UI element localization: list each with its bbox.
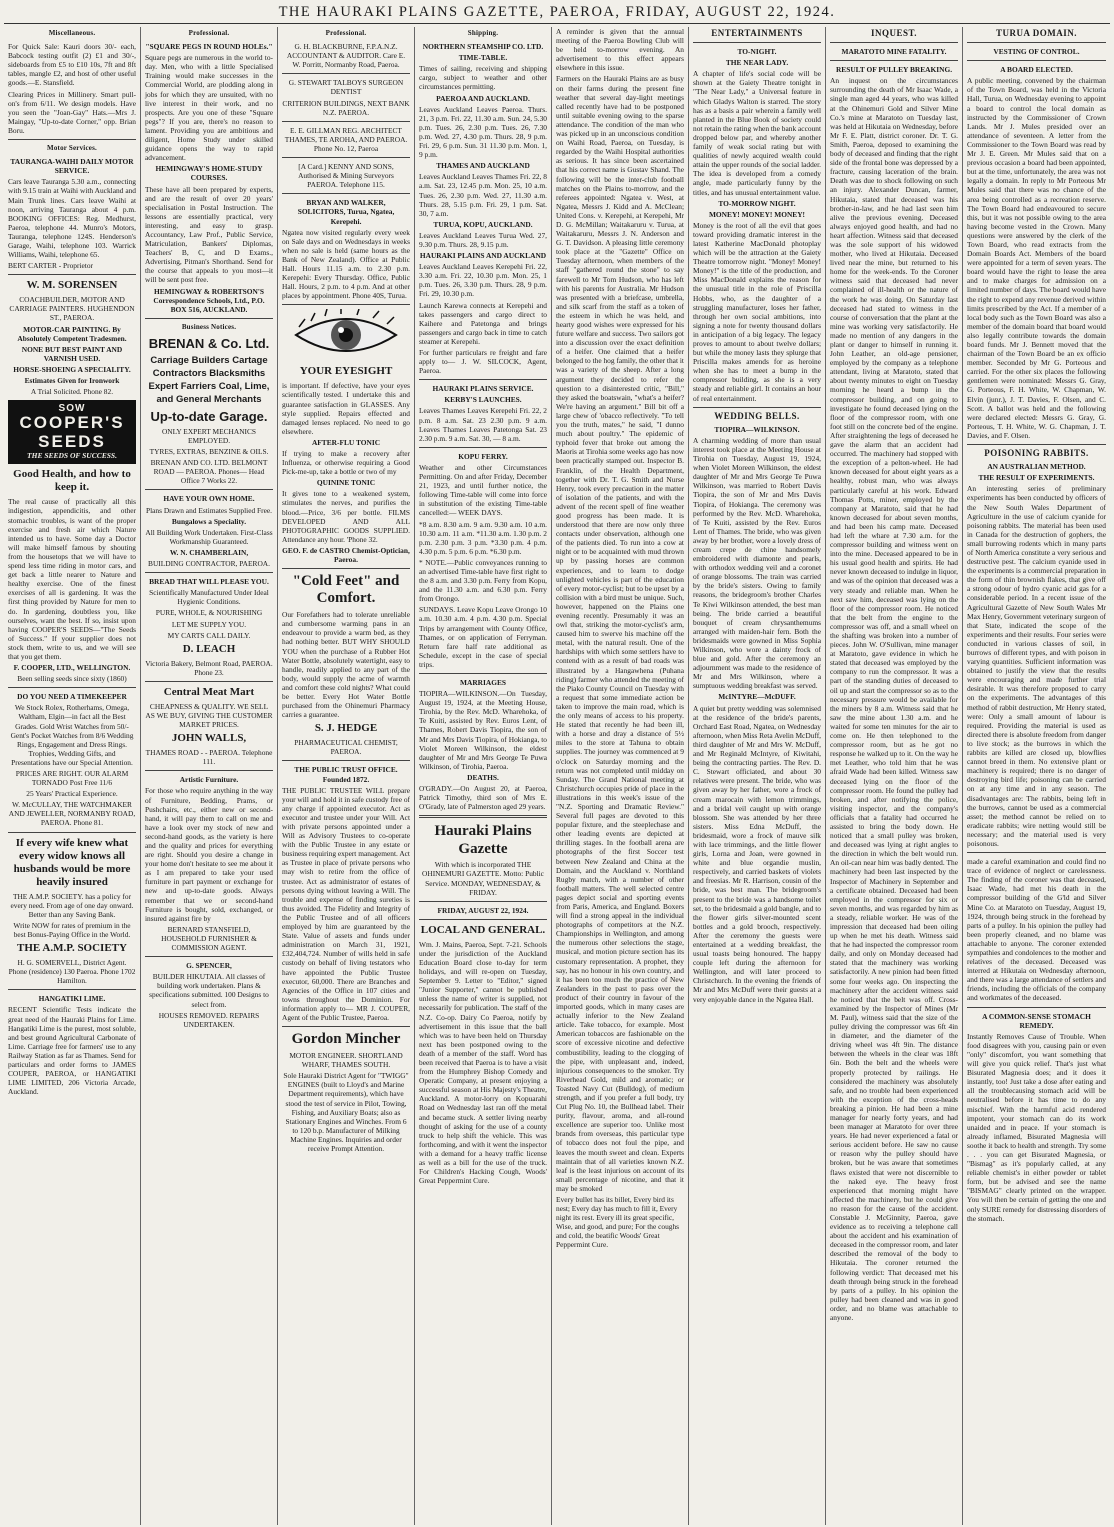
article-body: A reminder is given that the annual meeting of the Paeroa Bowling Club will be held to-morrow evening. An advertisement to this effect appears elsewhere in this issue. <box>556 27 684 73</box>
section-heading: Professional. <box>188 29 230 37</box>
section-heading: INQUEST. <box>870 28 918 38</box>
ad-body: These have all been prepared by experts, and are the result of over 20 years' specialisation in Postal Instruction. The lessons are essentially practical, very interesting, and easy to grasp. Accountancy, Law Prof., Public Service, Matriculation, Bankers' Diplomas, Teachers' B, C, and D Exams., Advertising, Pitman's Shorthand. Send for the course that appeals to you most—it will be sent post free. <box>145 184 273 285</box>
ad-body: THAMES ROAD - - PAEROA. Telephone 111. <box>145 748 273 767</box>
article-body: made a careful examination and could find no trace of evidence of neglect or carelessness. The finding of the coroner was that deceased, Isaac Wade, had met his death in the compressor building of the G'ld and Silver Mine Co. at Maratoto on Tuesday, August 19, 1924, through being struck in the forehead by parts of a pulley. In his opinion the pulley had been properly cleaned, and no blame was attachable to anyone. The coroner extended sympathies and condolences to the mother and relatives of the deceased. Deceased was interred at Hikutaia on Wednesday afternoon, and there was a large attendance of settlers and friends, including the officials of the company and workmates of the deceased. <box>967 857 1106 1003</box>
divider <box>8 274 136 275</box>
timetable-rows: Leaves Auckland Leaves Paeroa. Thurs. 21, 3 p.m. Fri. 22, 11.30 a.m. Sun. 24, 5.30 p.m. Tues. 26, 2.30 p.m. Tues. 26, 7.30 p.m. Wed. 27, 4.30 p.m. Thurs. 28, 9 p.m. Fri. 29, 6 p.m. Sun. 31 11.30 p.m. Mon. 1, 9 p.m. <box>419 104 547 160</box>
logo-text: COOPER'S SEEDS <box>19 413 125 452</box>
divider <box>967 852 1106 853</box>
masthead: THE HAURAKI PLAINS GAZETTE, PAEROA, FRIDAY, AUGUST 22, 1924. <box>278 4 836 20</box>
ad-body: [A Card.] KENNY AND SONS, Authorised & Mining Surveyors PAEROA. Telephone 115. <box>298 162 394 190</box>
ad-body: Ngatea now visited regularly every week on Sale days and on Wednesdays in weeks when no sale is held (same hours as the Bank of New Zealand). Office at Public Hall. Hours 11.15 a.m. to 2.30 p.m. Kerepehi: Every Thursday. Office, Public Hall. Hours, 2 p.m. to 4 p.m. And at other places by appointment. Phone 40S, Turua. <box>282 227 410 301</box>
ad-title: BRYAN AND WALKER, SOLICITORS, Turua, Ngatea, Kerepehi. <box>297 198 395 226</box>
ad-body: If trying to make a recovery after Influenza, or otherwise requiring a Good Pick-me-up, take a bottle or two of my <box>282 449 410 477</box>
columns <box>4 27 1110 1525</box>
ad-body: ONLY EXPERT MECHANICS EMPLOYED. <box>161 426 257 445</box>
article-title: A BOARD ELECTED. <box>1000 65 1073 75</box>
divider <box>282 193 410 194</box>
ad-body: G. STEWART TALBOYS SURGEON DENTIST <box>288 78 404 97</box>
ad-title: BREAD THAT WILL PLEASE YOU. <box>149 577 269 587</box>
ad-title: GEO. F. de CASTRO Chemist-Optician, Paeroa. <box>282 545 410 565</box>
ad-body: The real cause of practically all this indigestion, appendicitis, and other stomachic troubles, is want of the proper exercise and fresh air which Nature intended us to have. Some day a Doctor will make himself famous by shouting from the housetops that we will have to spend less time riding in motor cars, and get back a little nearer to Nature and healthy exercise. One of the finest exercises of all is gardening. It was the first thing provided by Nature for men to do. In gardening, doubtless you, like ourselves, want the best. If so, insist upon having COOPER'S SEEDS—"The Seeds of Success." If your supplier does not stock them, write to us, and we will see that you get them. <box>8 497 136 661</box>
ad-body: Square pegs are numerous in the world to-day. Men, who with a little Specialised Training would make successes in the Commercial World, are plodding along in jobs for which they are unsuited, with no live interest in their work, and no prospects. Are you one of these "Square pegs"? If you are, there's no reason to lament. Providing you are ambitious and diligent, Home Study under skilled guidance opens the way to rapid advancement. <box>145 53 273 163</box>
timetable-rows: Leaves Auckland Leaves Turua Wed. 27, 9.30 p.m. Thurs. 28, 9.15 p.m. <box>419 230 547 249</box>
ad-body: Plans Drawn and Estimates Supplied Free. <box>145 505 273 515</box>
divider <box>282 760 410 761</box>
ad-body: G. H. BLACKBURNE, F.P.A.N.Z. ACCOUNTANT & AUDITOR. Care E. W. Porritt, Normanby Road, Paeroa. <box>286 42 406 70</box>
ad-body: BERNARD STANSFIELD, HOUSEHOLD FURNISHER & COMMISSION AGENT. <box>161 924 257 953</box>
ad-body: For those who require anything in the way of Furniture, Bedding, Prams, or Pushchairs, etc., either new or second-hand, it will pay them to call on me and have a look over my stock of new and second-hand goods, as the variety is here and the quality and prices for everything are right. Should you desire a change in your home don't hesitate to see me about it as I am prepared to take your used furniture in part payment or exchange for new and up-to-date goods. Always remember that we or second-hand Furniture is bought, sold, exchanged, or insured against fire by <box>145 786 273 923</box>
divider <box>8 989 136 990</box>
ad-body: CRITERION BUILDINGS, NEXT BANK N.Z. PAEROA. <box>282 98 410 117</box>
ad-title: A COMMON-SENSE STOMACH REMEDY. <box>982 1011 1091 1030</box>
ad-body: Instantly Removes Cause of Trouble. When food disagrees with you, causing pain or even "only" discomfort, you want something that will give you quick relief. That's just what Bisurated Magnesia does; and it does it instantly, too! Just take a dose after eating and all the troublecausing stomach acid will be neutralised before it has time to do any mischief. With the harmful acid rendered impotent, your stomach can do its work unaided and in peace. If your stomach is already inflamed, Bisurated Magnesia will soothe it back to health and strength. Try some . . . you can get Bisurated Magnesia, or "Bismag" as it's popularly called, at any reliable chemist's in either powder or tablet form, but be advised and see the name "BISMAG" clearly printed on the wrapper. You will then be certain of getting the one and only SURE remedy for distressing disorders of the stomach. <box>967 1031 1106 1223</box>
divider <box>145 956 273 957</box>
divider <box>967 60 1106 61</box>
ad-body: Write NOW for rates of premium in the best Bonus-Paying Office in the World. <box>13 920 131 939</box>
notice-body: TIOPIRA—WILKINSON.—On Tuesday, August 19, 1924, at the Meeting House, Tirohia, by the Rev. McD. Wharehoka, of Te Kuiti, assisted by Rev. Euros Lent, of Thames, Robert Davis Tiopira, the son of Mr and Mrs Davis Tiopira, of Hokianga, to Violet Moreen Wilkinson, the eldest daughter of Mr and Mrs George Te Puwa Wilkinson, of Tirohia, Paeroa. <box>419 689 547 771</box>
article-title: VESTING OF CONTROL. <box>993 47 1080 57</box>
ad-body: is important. If defective, have your eyes scientifically tested. I undertake this and guarantee satisfaction in GLASSES. Any style supplied. Repairs effected and damaged lenses replaced. No need to go elsewhere. <box>282 381 410 436</box>
article-body: A charming wedding of more than usual interest took place at the Meeting House at Tirohia on Tuesday, August 19, 1924, when Violet Moreen Wilkinson, the eldest daughter of Mr and Mrs George Te Puwa Wilkinson, was married to Robert Davis Tiopira, the son of Mr and Mrs Davis Tiopira, of Hokianga. The ceremony was performed by the Rev. McD. Wharehoka, of Te Kuiti, assisted by the Rev. Euros Lent of Thames. The bride, who was given away by her brother, wore a lovely dress of cream crepe de chine handsomely embroidered with diamonte and pearls, with orthodox wedding veil and a coronet of orange blossoms. The train was carried by the bride's sisters. Owing to family reasons, the bridegroom's brother Charles Te Kiwi Wilkinson attended, the best man being. The bride carried a beautiful bouquet of cream chrysanthemums arranged with maiden-hair fern. Both the bridesmaids were gowned in Miss Sophia Wilkinson, who wore a dainty frock of blue and gold. After the ceremony an adjournment was made to the residence of Mr and Mrs Wilkinson, where a sumptuous wedding breakfast was served. <box>693 435 821 691</box>
ad-title: HANGATIKI LIME. <box>38 994 106 1004</box>
ad-title: DO YOU NEED A TIMEKEEPER <box>17 692 127 702</box>
ad-body: W. McCULLAY, THE WATCHMAKER AND JEWELLER, NORMANBY ROAD, PAEROA. Phone 81. <box>8 800 136 828</box>
ad-title: MOTOR-CAR PAINTING. By Absolutely Competent Tradesmen. <box>17 324 127 343</box>
column-turua-domain <box>963 27 1110 1525</box>
gazette-nameplate: Hauraki Plains Gazette <box>434 823 532 858</box>
article-body: A quiet but pretty wedding was solemnised at the residence of the bride's parents, Orchard East Road, Ngatea, on Wednesday afternoon, when Miss Reta Avelin McDuff, third daughter of Mr and Mrs W. McDuff, and Mr Reginald McIntyre, of Kiwitahi, being the contracting parties. The Rev. D. C. Stewart officiated, and about 30 relatives were present. The bride, who was given away by her father, wore a frock of cream marocain with lemon trimmings, and a bridal veil caught up with orange blossom. She was attended by her three sisters. Miss Edna McDuff, the bridesmaid, wore a frock of mauve silk with lace trimmings, and the little flower girls, Lorna and Joan, were gowned in white and blue organdie muslin, respectively, and carried baskets of violets and freesias. Mr R. Harrison, cousin of the bride, was best man. The bridegroom's present to the bride was a handsome toilet set, to the bridesmaid a gold bangle, and to the flower girls silver-mounted scent bottles and a gold brooch, respectively. After the ceremony the guests were entertained at a wedding breakfast, the usual toasts being honoured. The happy couple left during the afternoon for Wellington, and will later proceed to Christchurch. In the evening the friends of Mr and Mrs McDuff were their guests at a very enjoyable dance in the Ngatea Hall. <box>693 703 822 1004</box>
article-body: A public meeting, convened by the chairman of the Town Board, was held in the Victoria Hall, Turua, on Wednesday evening to appoint a board to control the local domain as instructed by the Commissioner of Crown Lands. Mr J. Mules presided over an attendance of seventeen. A letter from the Commissioner to the Town Board was read by Mr J. E. Green. Mr Mules said that on a previous occasion a board had been appointed, but at the time, unfortunately, the area was not legally a domain. In reply to Mr Porteous Mr Mules said that there was no chance of the area being controlled as a recreation reserve. The Town Board had endeavoured to secure this, but it was not possible owing to the area having become vested in the Crown. Many questions were answered by the clerk of the Town Board, who read extracts from the Domain Boards Act. Members of the board were appointed for a term of seven years. The board would have the right to lease the area and to make charges for admission on a limited number of days. The board would have the right to expend any revenue derived within limits prescribed by the Act. If a member of a local body such as the Town Board was also a member of the domain board that board would also legally contribute towards the domain board funds. Mr J. Bennett moved that the chairman of the Town Board be an ex officio member. Seconded by Mr G. Porteous and carried. For the other six places the following gentlemen were nominated: Messrs G. Gray, G. Porteous, F. H. White, W. Chapman, W. Elvin (junr.), J. T. Davies, F. Olsen, and C. Scott. A ballot was held and the following were declared elected: Messrs G. Gray, G. Porteous, T. H. White, W. G. Chapman, J. T. Davies, and F. Olsen. <box>967 76 1106 440</box>
ad-title: NONE BUT BEST PAINT AND VARNISH USED. <box>21 344 123 363</box>
ad-title: NORTHERN STEAMSHIP CO. LTD. <box>422 42 544 52</box>
ad-body: Launch Karewa connects at Kerepehi and takes passengers and cargo direct to Kaihere and Patetonga and brings passengers and cargo back in time to catch steamer at Kerepehi. <box>419 300 547 346</box>
ad-title: TIME-TABLE. <box>458 53 508 63</box>
ad-title: HAVE YOUR OWN HOME. <box>163 494 255 504</box>
article-body: A chapter of life's social code will be shown at the Gaiety Theatre tonight in "The Near Lady," a Universal feature in which Gladys Walton is starred. The story has as a basis a pair wherein a family well planted in the Blue Book of society could not retain the rating when the bank account dropped below par, and whereby another family of weak social rating but with qualities of newly acquired wealth could attain the upper rounds of the social ladder. The idea is developed from a comedy angle, made particularly funny by the titles, and has unusual entertainment value. <box>693 69 821 197</box>
ad-body: TYRES, EXTRAS, BENZINE & OILS. <box>149 447 269 457</box>
coopers-seeds-logo <box>8 400 136 464</box>
gazette-subtitle: With which is incorporated THE OHINEMURI GAZETTE. Motto: Public Service. MONDAY, WEDNESDAY, & FRIDAY. <box>422 860 544 897</box>
ad-body: COACHBUILDER, MOTOR AND CARRIAGE PAINTERS. HUGHENDON ST., PAEROA. <box>9 295 135 323</box>
ad-title: HEMINGWAY & ROBERTSON'S Correspondence Schools, Ltd., P.O. BOX 516, AUCKLAND. <box>153 286 265 314</box>
article-body: Wm. J. Mains, Paeroa, Sept. 7-21. Schools under the jurisdiction of the Auckland Education Board close to-day for term holidays, and will re-open on Tuesday, September 9. Letter to "Editor," signed "Junior Supporter," cannot be published unless the name of writer is supplied, not necessarily for publication. The staff of the N.Z. Co-op. Dairy Co Paeroa, notify by advertisement in this issue that the ball which was to have been held on Thursday next has been postponed owing to the death of a member of the staff. Word has been received that Paeroa is to have a visit from the Humphrey Bishop Comedy and Operatic Company, at present enjoying a successful season at His Majesty's Theatre, Auckland. A motor-lorry on Kopuarahi Road on Wednesday last ran off the metal and became stuck. A settler living nearby thought of asking for the use of a county truck to help shift the vehicle. This was forthcoming, and with it went the inspector with a demand for a heavy traffic license as well as a bill for the use of the truck. For Children's Hacking Cough, Woods' Great Peppermint Cure. <box>419 939 547 1186</box>
ad-body: Scientifically Manufactured Under Ideal Hygienic Conditions. <box>149 588 269 607</box>
ad-title: Central Meat Mart <box>163 685 255 698</box>
ad-body: H. G. SOMERVELL, District Agent. Phone (residence) 130 Paeroa. Phone 1702 Hamilton. <box>8 958 136 986</box>
divider <box>419 447 547 448</box>
divider <box>282 157 410 158</box>
classified-ad: Clearing Prices in Millinery. Smart pull-on's from 6/11. We design models. Have you seen the "Joan-Gay" Hats.—Mrs J. Maingay, "Up-to-date Corner," opp. Brian Boru. <box>8 89 136 135</box>
ad-title: Estimates Given for Ironwork <box>24 376 120 385</box>
ad-title: Gordon Mincher <box>291 1031 401 1048</box>
ad-body: CHEAPNESS & QUALITY. WE SELL AS WE BUY, GIVING THE CUSTOMER MARKET PRICES. <box>145 701 273 730</box>
ad-body: Our Forefathers had to tolerate unreliable and cumbersome warming pans in an endeavour to provide a warm bed, as they had nothing better. BUT WHY SHOULD YOU when the purchase of a Rubber Hot Water Bottle, absolutely watertight, easy to handle, readily applied to any part of the body, would supply the acme of warmth and comfort these cold nights? What could be better. Every Hot Water Bottle purchased from the Ohinemuri Pharmacy carries a guarantee. <box>282 610 410 720</box>
ad-body: PHARMACEUTICAL CHEMIST, PAEROA. <box>294 738 398 757</box>
column-inquest <box>826 27 963 1525</box>
classified-ad: For Quick Sale: Kauri doors 30/- each, Babcock testing outfit (2) £1 and 30/-, sideboards from £5 to £10 10s, 7ft and 8ft tables, mangle £2, and host of other useful goods.—E. Stansfield. <box>8 42 136 88</box>
ad-body: BUILDER HIKUTAIA. All classes of building work undertaken. Plans & specifications submitted. 100 Designs to select from. <box>149 972 269 1009</box>
divider <box>967 42 1106 43</box>
divider <box>145 318 273 319</box>
ad-body: Sole Hauraki District Agent for "TWIGG" ENGINES (built to Lloyd's and Marine Department requirements), which have stood the test of service in Pilot, Towing, Fishing, and Auxiliary Boats; also as Stationary Engines and Winches. From 6 to 120 b.p. Manufacturer of Milking Machine Engines. Inquiries and order receive Prompt Attention. <box>283 1071 409 1153</box>
section-heading: DEATHS. <box>467 772 499 782</box>
article-title: RESULT OF PULLEY BREAKING. <box>835 65 953 75</box>
divider <box>830 60 958 61</box>
ad-body: Weather and other Circumstances Permitting. On and after Friday, December 21, 1923, and until further notice, the following Time-table will come into force in substitution of the existing Time-table cancelled:— WEEK DAYS. <box>419 462 547 518</box>
logo-text: THE SEEDS OF SUCCESS. <box>27 451 117 461</box>
masthead-rule <box>4 23 1110 24</box>
article-body: Farmers on the Hauraki Plains are as busy on their farms during the present fine weather that several day-light meetings called recently have had to be postponed until suitable evening owing to the sparse attendance. The condition of the man who was picked up in an unconscious condition on Waihi Road, Paeroa, on Tuesday, is regarded by the Waihi Hospital authorities as serious. It has since been ascertained that his correct name is Gustav Shand. The following will be the inter-club football matches on the Plains to-morrow, and the referees appointed: Ngatea v. West, at Ngatea, Messrs J. Kidd and A. McClean; United Cons. v. Kerepehi, at Kerepehi, Mr D. G. McMillan; Waitakaruru v. Turua, at Waitakaruru, Messrs J. N. Anderson and G. T. Davidson. A pleasing little ceremony took place at the "Gazette" Office on Tuesday afternoon, when members of the staff "gathered round the stone" to say farewell to Mr Tom Hudson, who has left with his parents for Australia. Mr Hudson was presented with a briefcase, umbrella, and silk scarf from the staff as a token of the esteem in which he was held, and hearty good wishes were expressed for his future welfare and success. Two sailors got into a discussion over the exact definition of a heifer. One claimed that a heifer belonged to the hog family, the other that it was a variety of the sheep. After a long argument they decided to refer the question to a disinterested critic, "Bill," they asked the boatswain, "what's a heifer? We're having an argument." Bill bit off a large chew of 'obacco reflectively. "To tell you the truth, mates," he said, "I dunno much about poultry." The epidemic of typhoid fever that broke out among the Maoris at Tirohia some weeks ago has now been practically stamped out. Inspector B. Franklin, of the Health Department, together with Dr. T. G. Smith and Nurse Henry, took every precaution in the matter of isolation of the patients, and with the advent of the recent spell of fine weather good progress has been made. It is understood that there are now only three contacts under observation, although one of the patients died. To run into a cow at night or to be acquainted with mud thrown up by passing horses are common experiences, and to learn to dodge unlighted vehicles is part of the education of every motor-cyclist; but to be upset by a collision with a bird must be unique. Such, however, happened on the Plains one evening recently. Presumably it was an owl that, striking the motor-cyclist's arm, caused him to swerve his machine off the metal, with the natural result. One of the hardships with which some settlers have to contend with as a result of bad roads was illustrated by a Hangawhena (Puhana riding) farmer who attended the meeting of the Piako County Council on Tuesday with a request that some immediate action be taken to improve the main road, which is the only means of access to his property. He stated that recently he had been ill, with a horse and dray a distance of 5½ miles to the store at Tahuna to obtain supplies. The journey was commenced at 9 o'clock on Saturday morning and the return was not completed until midday on Sunday. The Grand National meeting at Christchurch occupies pride of place in the illustrations in this week's issue of the "N.Z. Sporting and Dramatic Review." Several full pages are devoted to this popular fixture, and the steeplechase and other leading events are depicted at thrilling stages. In the football arena are photographs of the first Soccer test between New Zealand and China at the Domain, and the Auckland v. Northland Rugby match, with a number of other football matters. The well selected centre pages depict social and sporting events from Paris, America, and England. Boxers will find a strong appeal in the individual photographs of competitors at the N.Z. Championships in Wellington, and among the numerous other selections the stage, musical, and motion picture section has its customary representation. A prophet, they say, has no honour in his own country, and it has been too much the practice of New Zealanders in the past to pass over the product of their country in favour of the imported goods, which in many cases are actually inferior to the New Zealand article. Take tobacco, for example. Most American tobaccos are fashionable on the score of excessive nicotine and defective combustibility, leading to the clogging of the pipe, with unpleasant and, indeed, injurious consequences to the smoker. Try Riverhead Gold, mild and aromatic; or Toasted Navy Cut (Bulldog), of medium strength, and if you prefer a full body, try Cut Plug No. 10, the Bullhead label. Their purity, flavour, aroma, and all-round excellence are superior too. Unlike most brands from overseas, this particular type of tobacco does not foul the pipe, and leaves the mouth sweet and clean. Experts maintain that of all varieties known N.Z. leaf is the least injurious on account of its small percentage of nicotine, and that it may be smoked <box>556 74 684 1193</box>
divider <box>967 1007 1106 1008</box>
divider <box>419 815 547 818</box>
divider <box>830 42 958 43</box>
ad-body: Been selling seeds since sixty (1860) <box>17 674 127 684</box>
section-heading: WEDDING BELLS. <box>714 410 800 421</box>
ad-body: BUILDING CONTRACTOR, PAEROA. <box>148 559 270 569</box>
article-title: AN AUSTRALIAN METHOD. <box>987 462 1086 472</box>
ad-title: S. J. HEDGE <box>314 722 378 735</box>
section-heading: TURUA DOMAIN. <box>995 28 1077 38</box>
divider <box>145 489 273 490</box>
ad-title: QUININE TONIC <box>316 478 376 488</box>
notice-body: O'GRADY.—On August 20, at Paeroa, Patrick Timothy, third son of Mrs E. O'Grady, late of Palmerston aged 29 years. <box>419 784 547 812</box>
ad-body: Carriage Builders Cartage Contractors Blacksmiths Expert Farriers Coal, Lime, and General Merchants <box>148 354 270 405</box>
ad-title: TURUA, KOPU, AUCKLAND. <box>433 219 533 229</box>
section-heading: POISONING RABBITS. <box>984 448 1089 459</box>
ad-title: THAMES AND AUCKLAND <box>436 161 530 171</box>
article-title: McINTYRE—McDUFF. <box>718 692 796 702</box>
ad-title: THE A.M.P. SOCIETY <box>17 942 127 955</box>
article-body: An inquest on the circumstances surrounding the death of Mr Isaac Wade, a single man aged 44 years, who was killed at the Ohinemuri Gold and Silver Mine Co.'s mine at Maratoto on Tuesday last, was held at Hikutaia on Wednesday, before Mr F. E. Platt, district coroner. Dr. T. G. Smith, Paeroa, deposed to examining the body of deceased and finding that the right side of the frontal bone was depressed by a fracture, causing laceration of the brain. Death was due to shock following on such an injury. Alexander Duncan, farmer, Hikutaia, stated that deceased was his brother-in-law, and he had last seen him alive the previous evening. Deceased always enjoyed good health, and had no heart affection. Witness said that deceased was the sole support of his widowed mother, who lived at Hikutaia. Deceased lived near the mine, but returned to his home for the week-ends. To the Coroner witness said that deceased had never complained of ill-health or the nature of the work he was doing. On Saturday last deceased had stated to witness in the course of conversation that the plant at the mine was working very satisfactorily. He made no mention of any dangers in the plant or danger to himself in running it. John Leather, an old-age pensioner, employed by the company as a telephone attendant, living at Maratoto, stated that about twenty minutes to eight on Tuesday morning he heard a bump in the compressor building, and on going to investigate he found deceased lying on the floor of the compressor room, with one foot still on the concrete bed of the engine. After straightening the legs of deceased he gave the alarm that an accident had occurred. The machinery had stopped with the exception of a pelton-wheel. He had known deceased for about eight years as a healthy, robust man, who was always particularly careful at his work. Edward Thomas Potts, miner, employed by the company at Maratoto, said that he had known deceased for about seven months, and had been his camp mate. Deceased had left the whare at 7.30 a.m. for the compressor building and witness went on into the mine. Deceased appeared to be in his usual good health and spirits. He had never known deceased to indulge in liquor, and was of the opinion that deceased was a very steady and reliable man. When he next saw him, deceased was lying on the floor of the compressor room. He noticed that the belt from the engine to the compressor was off, and a small wheel on the shafting was broken into a number of pieces. John W. O'Sullivan, mine manager at Maratoto, gave evidence in which he stated that deceased was employed by the company to run the compressor. It was a part of the standing duties of deceased to oil up and start the compressor so as to the necessary pressure would be available for the miners by 8 a.m. Witness said that he saw the mine about 1.30 a.m. and he waited for some ten minutes for the air to come on. He then telephoned to the compressor room, but as he got no response he walked up to it. On the way he met Leather, who told him that he was afraid Wade had been killed. Witness saw deceased lying on the floor of the compressor room. He found the pulley had broken, and after notifying the police, visiting inspector, and the company's officials that a fatality had occurred he assisted to bring the body down. He noticed that a small pulley was broken, and deceased was lying at right angles to the direction in which the belt would run. An oil-can near him was badly dented. The machinery had been last inspected by the Inspector of Machinery in September and a certificate obtained. Deceased had been employed in the compressor for six or seven months, and was regarded by him as a steady, reliable worker. He was of the impression that deceased had been oiling up when he met his death. Witness said that he had inspected the compressor room daily, and only on Monday deceased had stated that the machinery was working satisfactorily. A new pinion had been fitted some four weeks ago. On inspecting the machinery after the accident witness said he noticed that the belt was off. Cross-examined by the Inspector of Mines (Mr M. Paul), witness said that the size of the pulley driving the compressor was 6ft 4in in diameter, and the diameter of the driving wheel was 4ft 9in. The distance between the wheels in the clear was 18ft 6in. Both the belt and the wheels were properly protected by railings. He considered the machinery was absolutely safe, and no trouble had been experienced with the exception of the cross-heads breaking a pinion. He had been a mine manager for nearly forty years, and had been manager at Maratoto for over three years. He had never experienced a fatal or serious accident before. He saw no cause or reason why the pulley should have broken, but he was aware that sometimes flaws existed that were not discernible to the naked eye. The heavy frost experienced that morning might have affected the machinery, but he could give no reason for the cause of the accident. Constable J. McGinnity, Paeroa, gave evidence as to receiving a telephone call about the accident and his examination of deceased in the compressor room, and later described the removal of the body to Hikutaia. The coroner returned the following verdict: That deceased met his death through being struck in the forehead by parts of a pulley. In his opinion the pulley had been cleaned and was in good order, and no blame was attachable to anyone. <box>830 76 958 1323</box>
ad-title: AFTER-FLU TONIC <box>311 437 381 447</box>
divider <box>419 919 547 920</box>
ad-body: 25 Years' Practical Experience. <box>26 789 118 799</box>
article-body: An interesting series of preliminary experiments has been conducted by officers of the New South Wales Department of Agriculture in the use of calcium cyanide for poisoning rabbits. The material has been used in Canada for the destruction of gophers, the small burrowing rodents which in many parts of North America constitute a very serious and destructive pest. The calcium cyanide used in the experiments is a commercial preparation in the form of thin brownish flakes, that give off a strong odour of hydro cyanic acid gas for a considerable period. In a recent issue of the Agricultural Gazette of New South Wales Mr Max Henry, Government veterinary surgeon of that State, indicated the scope of the experiments and their results. Four series were conducted in various classes of soil, in burrows of different types, and with poison in varying quantities. Sufficient information was obtained to justify the view that the results were encouraging and made further trial desirable. It was therefore proposed to carry on the experiments. The advantages of this method of rabbit destruction, Mr Henry stated, were: Only a small amount of labour is required. Providing the material is used as directed there is absolute freedom from danger to live stock; as the burrows in which the rabbits are killed are closed up, blowflies cannot breed in them. No extensive plant or machinery is required; there is no danger of destroying bird life; poisoning can be carried on at any time and in any season. The disadvantages are: The rabbits, being left in the burrows, cannot be used as a commercial asset; the method cannot be relied on to eradicate rabbits; wire netting would still be necessary; and the material used is very poisonous. <box>967 484 1106 848</box>
divider <box>145 681 273 682</box>
ad-title: "SQUARE PEGS IN ROUND HOLEs." <box>145 42 273 52</box>
ad-title: Bungalows a Speciality. <box>171 516 247 526</box>
divider <box>419 901 547 902</box>
article-title: TO-MORROW NIGHT. <box>718 198 796 208</box>
article-title: THE RESULT OF EXPERIMENTS. <box>978 473 1095 483</box>
divider <box>282 121 410 122</box>
divider <box>419 379 547 380</box>
logo-text: SOW <box>58 403 86 415</box>
article-body: Money is the root of all the evil that goes toward providing dramatic interest in the latest Katherine MacDonald photoplay which will be the attraction at the Gaiety Theatre tomorrow night. "Money! Money! Money!" is the title of the production, and Miss MacDonald explains the reason for the unusual title in the role of Priscilla Hobbs, who, as the daughter of a struggling manufacturer, loses her father, through her own social ambitions, into signing a note for twenty thousand dollars in anticipation of a big legacy. The legacy proves to amount to about twelve dollars; but while the money lasts they splurge that Priscilla makes amends for as heroine when she has to meet a bump in the compressor building, as she is a very steady and reliable girl. It contains an hour of real entertainment. <box>693 220 821 403</box>
ad-title: HAURAKI PLAINS AND AUCKLAND <box>419 251 547 261</box>
divider <box>282 73 410 74</box>
ad-title: Up-to-date Garage. <box>150 408 268 424</box>
ad-title: THE PUBLIC TRUST OFFICE. Founded 1872. <box>294 765 398 784</box>
section-heading: Motor Services. <box>47 144 97 153</box>
divider <box>282 568 410 569</box>
timetable-rows: Leaves Auckland Leaves Thames Fri. 22, 8 a.m. Sat. 23, 12.45 p.m. Mon. 25, 10 a.m. Tues. 26, 2.30 p.m. Wed. 27, 11.30 a.m. Thurs. 28, 5.15 p.m. Fri. 29, 1 p.m. Sat. 30, 7 a.m. <box>419 172 547 218</box>
column-entertainments <box>689 27 826 1525</box>
ad-body: Victoria Bakery, Belmont Road, PAEROA. Phone 23. <box>145 658 273 677</box>
section-heading: LOCAL AND GENERAL. <box>420 923 546 936</box>
ad-title: JOHN WALLS, <box>171 732 247 745</box>
poem: Every bullet has its billet, Every bird its nest; Every day has much to fill it, Every night its rest. Every ill its great specific, Wise, and good, and pure; For the coughs and cold, the beatific Woods' Great Peppermint Cure. <box>556 1195 680 1250</box>
article-title: TIOPIRA—WILKINSON. <box>714 424 800 434</box>
ad-body: THE PUBLIC TRUSTEE WILL prepare your will and hold it in safe custody free of any charge if appointed executor. Act as executor and trustee under your Will. Act with private persons appointed under a Will as Advisory Trustees to co-operate with the Public Trustee in any estate or business requiring expert management. Act as Trustee in place of private persons who may wish to retire from the office of trustee. Act as administrator of estates of persons dying without leaving a Will. The trouble and expense of finding sureties is thus avoided. The Fidelity and Integrity of the Public Trustee and of all officers employed by him are guaranteed by the State. Value of assets and funds under administration on March 31, 1921, £32,404,724. Number of wills held in safe custody on behalf of living testators who have appointed the Public Trustee executor, 60,000. There are Branches and Agencies of the Office in 107 cities and towns throughout the Dominion. For information apply to— MR J. COUPER, Agent of the Public Trustee, Paeroa. <box>282 785 410 1022</box>
column-news <box>552 27 689 1525</box>
ad-body: RECENT Scientific Tests indicate the great need of the Hauraki Plains for Lime. Hangatiki Lime is the purest, most soluble, and best ground Agricultural Carbonate of Lime. Carriage free for farmers' use to any Railway Station as far as Thames. Send for particulars and order forms to JAMES COUPER, PAEROA, or HANGATIKI LIME LIMITED, 206 Victoria Arcade, Auckland. <box>8 1005 136 1097</box>
ad-title: D. LEACH <box>182 642 236 655</box>
ad-body: E. E. GILLMAN REG. ARCHITECT THAMES, TE AROHA, AND PAEROA. Phone No. 12, Paeroa <box>284 125 408 153</box>
ad-body: It gives tone to a weakened system, stimulates the nerves, and purifies the blood.—Price, 3/6 per bottle. FILMS DEVELOPED AND ALL PHOTOGRAPHIC GOODS SUPPLIED. Attendance any hour. 'Phone 32. <box>282 489 410 544</box>
timetable-rows: Leaves Thames Leaves Kerepehi Fri. 22, 2 p.m. 8 a.m. Sat. 23 2.30 p.m. 9 a.m. Leaves Thames Leaves Patetonga Sat. 23 2.30 p.m. 9 a.m. Sat. 30, — 8 a.m. <box>419 406 547 443</box>
ad-body: We Stock Rolex, Rotherhams, Omega, Waltham, Elgin—in fact all the Best Grades. Gold Wrist Watches from 50/- Gent's Pocket Watches from 8/6 Wedding Rings, Engagement and Dress Rings. Trophies, Wedding Gifts, and Presentations have our Special Attention. <box>10 703 134 767</box>
timetable-rows: Leaves Auckland Leaves Kerepehi Fri. 22, 3.30 a.m. Fri. 22, 10.30 p.m. Mon. 25, 1 p.m. Tues. 26, 3.30 p.m. Thurs. 28, 9 p.m. Fri. 29, 10.30 p.m. <box>419 262 547 299</box>
column-shipping <box>415 27 552 1525</box>
divider <box>8 832 136 833</box>
ad-title: BRENAN & Co. Ltd. <box>148 335 270 351</box>
ad-body: Times of sailing, receiving and shipping cargo, subject to weather and other circumstances permitting. <box>419 64 547 92</box>
ad-body: For further particulars re freight and fare apply to— J. W. SILCOCK, Agent, Paeroa. <box>419 348 547 376</box>
article-title: THE NEAR LADY. <box>725 58 789 68</box>
ad-body: MY CARTS CALL DAILY. <box>167 630 251 640</box>
ad-title: W. N. CHAMBERLAIN, <box>169 547 249 557</box>
ad-title: F. COOPER, LTD., WELLINGTON. <box>13 663 131 673</box>
ad-body: PURE, WHOLE, & NOURISHING <box>155 608 263 618</box>
ad-title: W. M. SORENSEN <box>26 279 118 292</box>
article-title: MONEY! MONEY! MONEY! <box>708 209 806 219</box>
divider <box>282 304 410 305</box>
ad-body: HOUSES REMOVED. REPAIRS UNDERTAKEN. <box>158 1010 260 1029</box>
ad-title: PAEROA AND AUCKLAND. <box>436 93 530 103</box>
eye-illustration <box>291 309 401 361</box>
article-title: TO-NIGHT. <box>737 47 777 57</box>
article-title: MARATOTO MINE FATALITY. <box>841 47 947 57</box>
ad-title: TAURANGA-WAIHI DAILY MOTOR SERVICE. <box>10 157 134 176</box>
ad-body: BRENAN AND CO. LTD. BELMONT ROAD — PAEROA. Phones— Head Office 7 Works 22. <box>150 458 268 486</box>
ad-title: KOPU FERRY. <box>458 451 508 461</box>
ad-title: Good Health, and how to keep it. <box>13 468 131 494</box>
ad-title: G. SPENCER, <box>186 961 232 971</box>
ad-title: If every wife knew what every widow knows all husbands would be more heavily insured <box>13 836 131 888</box>
issue-date: FRIDAY, AUGUST 22, 1924. <box>437 905 529 915</box>
ad-title: HEMINGWAY'S HOME-STUDY COURSES. <box>155 164 263 183</box>
timetable-rows: *8 a.m. 8.30 a.m. 9 a.m. 9.30 a.m. 10 a.m. 10.30 a.m. 11 a.m. *11.30 a.m. 1.30 p.m. 2 p.m. 2.30 p.m. 3 p.m. *3.30 p.m. 4 p.m. 4.30 p.m. 5 p.m. 6 p.m. *6.30 p.m. <box>419 519 547 556</box>
ad-body: SUNDAYS. Leave Kopu Leave Orongo 10 a.m. 10.30 a.m. 4 p.m. 4.30 p.m. Special Trips by arrangement with County Office, Thames, or on application of Ferryman. Return fare half rate additional as Schedule, except in the case of special trips. <box>419 605 547 669</box>
ad-body: All Building Work Undertaken. First-Class Workmanship Guaranteed. <box>145 527 273 546</box>
column-professional-2 <box>278 27 415 1525</box>
ad-body: MOTOR ENGINEER. SHORTLAND WHARF, THAMES SOUTH. <box>289 1051 403 1070</box>
divider <box>419 673 547 674</box>
column-professional <box>141 27 278 1525</box>
divider <box>8 687 136 688</box>
section-heading: Business Notices. <box>181 322 237 331</box>
section-heading: MARRIAGES <box>460 678 506 687</box>
divider <box>8 139 136 140</box>
section-heading: ENTERTAINMENTS <box>711 28 803 38</box>
divider <box>693 407 821 408</box>
divider <box>693 42 821 43</box>
ad-title: KERBY'S LAUNCHES. <box>444 395 522 405</box>
ad-body: THE A.M.P. SOCIETY. has a policy for every need. From age of one day onward. Better than any Saving Bank. <box>10 891 134 919</box>
ad-title: YOUR EYESIGHT <box>299 365 393 378</box>
section-heading: Shipping. <box>467 29 499 37</box>
ad-title: HAURAKI PLAINS SERVICE. <box>432 384 534 394</box>
divider <box>145 770 273 771</box>
ad-body: PRICES ARE RIGHT. OUR ALARM TORNADO Post Free 11/6 <box>15 769 129 788</box>
ad-body: BERT CARTER - Proprietor <box>8 261 93 271</box>
divider <box>282 1026 410 1027</box>
section-heading: Professional. <box>325 29 367 37</box>
section-heading: Miscellaneous. <box>48 29 96 37</box>
ad-body: LET ME SUPPLY YOU. <box>171 619 247 629</box>
column-miscellaneous <box>4 27 141 1525</box>
divider <box>967 444 1106 445</box>
ad-body: Cars leave Tauranga 5.30 a.m., connecting with 9.15 train at Waihi with Auckland and Main Trunk lines. Cars leave Waihi at noon, arriving Tauranga about 4 p.m. BOOKING OFFICES: Reg. Medhurst, Paeroa, telephone 44. Munro's Motors, Tauranga, telephone 124S. Henderson's Garage, Waihi, telephone 103. Warrick Williams, Waihi, telephone 65. <box>8 177 136 260</box>
ad-title: Artistic Furniture. <box>179 775 239 785</box>
ad-body: A Trial Solicited. Phone 82. <box>30 387 114 397</box>
ad-title: HORSE-SHOEING A SPECIALITY. <box>13 364 131 374</box>
divider <box>145 572 273 573</box>
ad-body: * NOTE.—Public conveyances running to an advertised Time-table have first right to the 8 a.m. and 3.30 p.m. Ferry from Kopu, and the 11.30 a.m. and 6.30 p.m. Ferry from Orongo. <box>419 557 547 604</box>
ad-title: "Cold Feet" and Comfort. <box>292 573 400 607</box>
